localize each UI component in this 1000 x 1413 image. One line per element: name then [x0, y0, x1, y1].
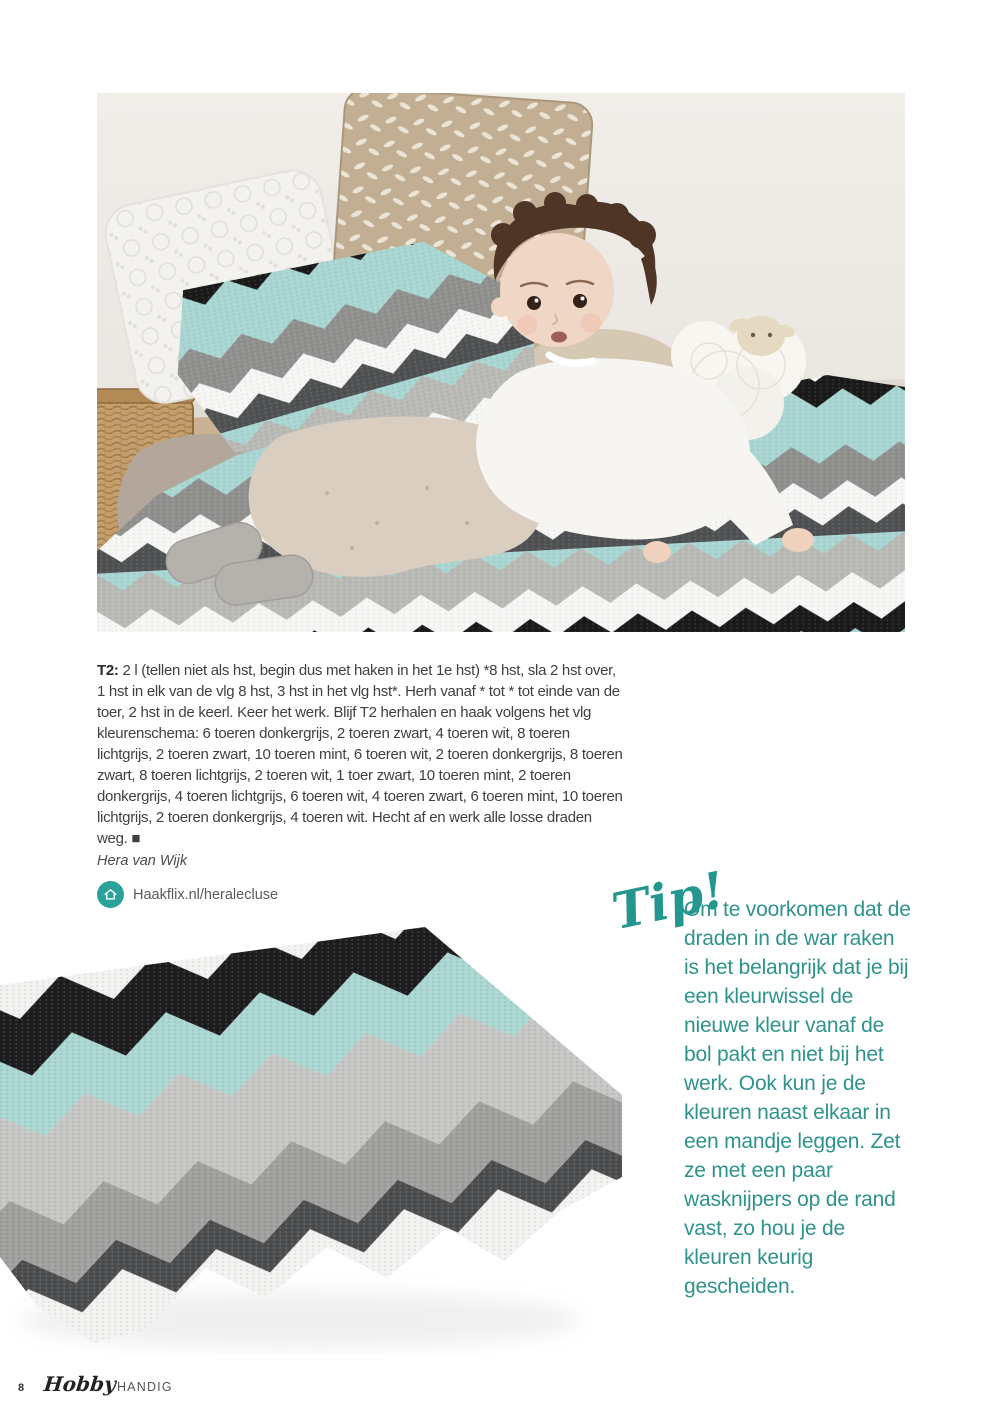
page-number: 8 [18, 1382, 25, 1394]
baby-mouth [551, 332, 567, 343]
haakflix-link[interactable] [97, 881, 625, 908]
pattern-instructions [97, 660, 625, 849]
detail-photo-blanket-closeup [0, 925, 632, 1355]
pattern-article [97, 660, 625, 908]
detail-photo-illustration [0, 925, 632, 1355]
main-photo-illustration [97, 93, 905, 632]
page-footer [18, 1372, 173, 1396]
logo-script-part: Hobby [42, 1372, 118, 1396]
logo-suffix-part: HANDIG [116, 1380, 173, 1394]
tip-heading: Tip! [606, 859, 730, 942]
main-photo-baby-on-blanket [97, 93, 905, 632]
link-label[interactable]: Haakflix.nl/heralecluse [133, 886, 279, 903]
baby-hand-left [643, 541, 671, 563]
chevron-blanket-closeup [0, 927, 622, 1343]
pattern-row-label: T2: [97, 662, 119, 679]
home-icon [97, 881, 124, 908]
baby-hand-right [782, 528, 814, 552]
magazine-logo [44, 1372, 173, 1396]
pattern-body-text: 2 l (tellen niet als hst, begin dus met haken in het 1e hst) *8 hst, sla 2 hst over, 1 hst in elk van de vlg 8 hst, 3 hst in het vlg hst*. Herh vanaf * tot * tot einde van de toer, 2 hst in de keerl. Keer het werk. Blijf T2 herhalen en haak volgens het vlg kleurenschema: 6 toeren donkergrijs, 2 toeren zwart, 4 toeren wit, 8 toeren lichtgrijs, 2 toeren zwart, 10 toeren mint, 6 toeren wit, 2 toeren donkergrijs, 8 toeren zwart, 8 toeren lichtgrijs, 2 toeren wit, 1 toer zwart, 10 toeren mint, 2 toeren donkergrijs, 4 toeren lichtgrijs, 6 toeren wit, 4 toeren zwart, 6 toeren mint, 10 toeren lichtgrijs, 2 toeren donkergrijs, 4 toeren wit. Hecht af en werk alle losse draden weg. ■ [97, 662, 623, 847]
tip-body-text: Om te voorkomen dat de draden in de war raken is het belangrijk dat je bij een kleurwissel de nieuwe kleur vanaf de bol pakt en niet bij het werk. Ook kun je de kleuren naast elkaar in een mandje leggen. Zet ze met een paar wasknijpers op de rand vast, zo hou je de kleuren keurig gescheiden. [684, 898, 911, 1298]
author-credit: Hera van Wijk [97, 853, 188, 869]
tip-callout [606, 859, 911, 1301]
